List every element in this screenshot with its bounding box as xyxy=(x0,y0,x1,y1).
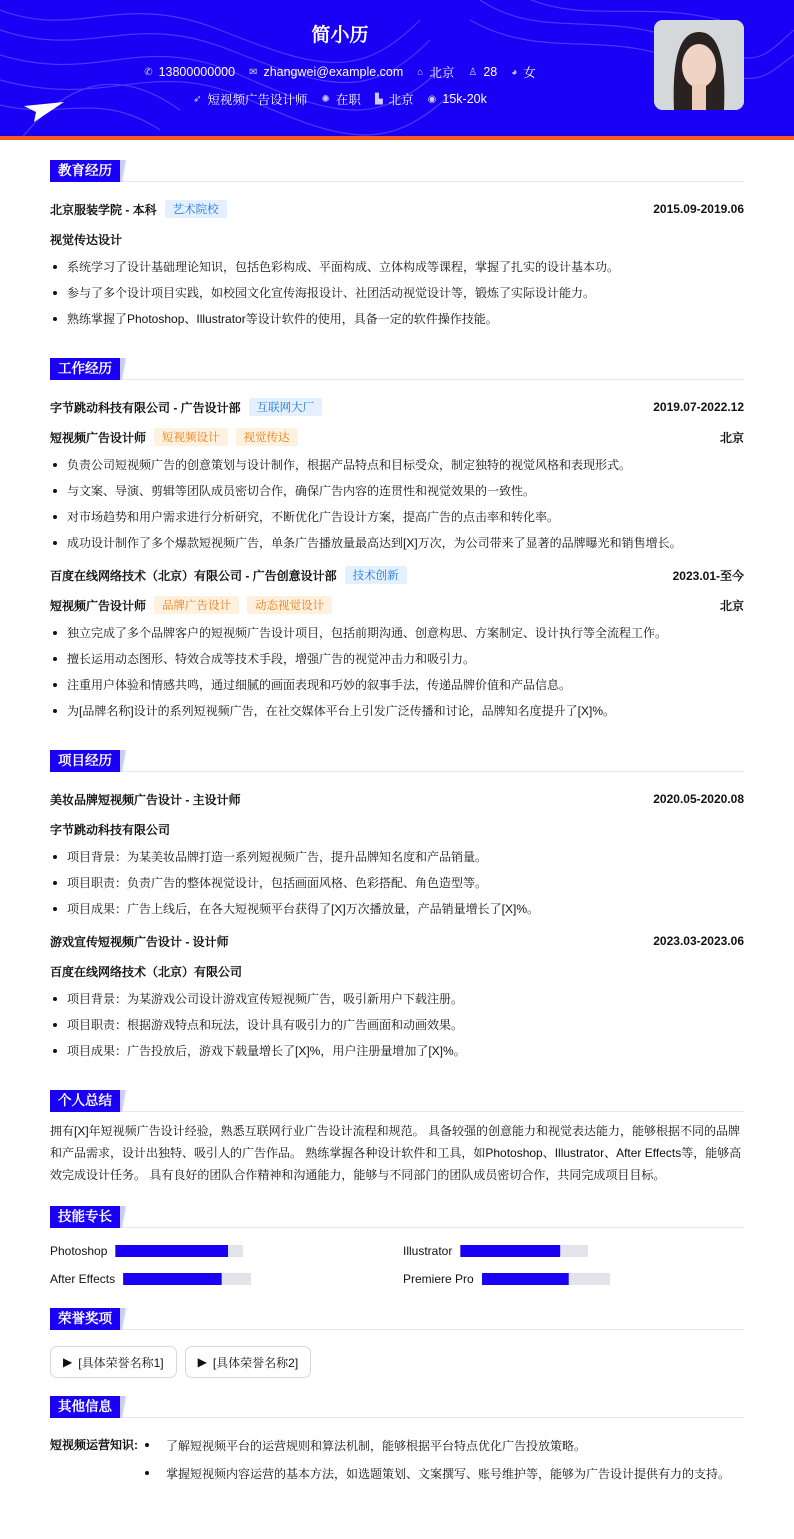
email xyxy=(249,63,403,81)
salary xyxy=(428,90,487,108)
phone-icon: ✆ xyxy=(144,66,153,78)
project-entry xyxy=(50,784,744,922)
job-city: 北京 xyxy=(719,430,744,445)
city-text: 北京 xyxy=(388,93,414,107)
building-icon: ▙ xyxy=(374,93,383,105)
skill-fill xyxy=(115,1245,228,1257)
status xyxy=(322,90,361,108)
money-icon: ◉ xyxy=(427,93,437,105)
major: 视觉传达设计 xyxy=(50,232,123,247)
section-summary xyxy=(50,1090,744,1112)
status-text: 在职 xyxy=(335,93,361,107)
award-item[interactable] xyxy=(185,1346,312,1378)
company: 字节跳动科技有限公司 - 广告设计部 xyxy=(50,400,241,415)
gender-icon: ◕ xyxy=(511,66,518,78)
skill-item xyxy=(50,1244,403,1258)
section-projects xyxy=(50,750,744,772)
list-item: 项目背景：为某游戏公司设计游戏宣传短视频广告，吸引新用户下载注册。 xyxy=(50,986,744,1012)
school-tag: 艺术院校 xyxy=(165,200,227,218)
skill-name: Premiere Pro xyxy=(403,1272,474,1286)
job-date: 2023.01-至今 xyxy=(672,568,744,583)
location-text: 北京 xyxy=(429,66,455,80)
list-item: 注重用户体验和情感共鸣，通过细腻的画面表现和巧妙的叙事手法，传递品牌价值和产品信息。 xyxy=(50,672,744,698)
school: 北京服装学院 - 本科 xyxy=(50,202,157,217)
candidate-name: 简小历 xyxy=(311,25,369,46)
award-name: [具体荣誉名称2] xyxy=(212,1355,299,1370)
home-icon: ⌂ xyxy=(417,66,424,78)
age xyxy=(468,63,497,81)
list-item: 项目背景：为某美妆品牌打造一系列短视频广告，提升品牌知名度和产品销量。 xyxy=(50,844,744,870)
play-icon: ▶ xyxy=(63,1355,73,1369)
section-education xyxy=(50,160,744,182)
list-item: 了解短视频平台的运营规则和算法机制，能够根据平台特点优化广告投放策略。 xyxy=(142,1432,730,1460)
list-item: 对市场趋势和用户需求进行分析研究，不断优化广告设计方案，提高广告的点击率和转化率。 xyxy=(50,504,744,530)
role: 短视频广告设计师 xyxy=(50,598,147,613)
phone-text: 13800000000 xyxy=(158,65,236,79)
list-item: 成功设计制作了多个爆款短视频广告，单条广告播放量最高达到[X]万次，为公司带来了显著的品牌曝光和销售增长。 xyxy=(50,530,744,556)
list-item: 掌握短视频内容运营的基本方法，如选题策划、文案撰写、账号维护等，能够为广告设计提供有力的支持。 xyxy=(142,1460,730,1488)
list-item: 熟练掌握了Photoshop、Illustrator等设计软件的使用，具备一定的软件操作技能。 xyxy=(50,306,744,332)
company: 百度在线网络技术（北京）有限公司 - 广告创意设计部 xyxy=(50,568,337,583)
other-label: 短视频运营知识: xyxy=(50,1438,138,1452)
role-tag: 动态视觉设计 xyxy=(247,596,332,614)
avatar xyxy=(654,20,744,110)
project-date: 2023.03-2023.06 xyxy=(653,934,744,948)
section-awards xyxy=(50,1308,744,1330)
skill-item xyxy=(403,1272,744,1286)
edu-bullets xyxy=(50,254,744,332)
skill-fill xyxy=(460,1245,560,1257)
project-date: 2020.05-2020.08 xyxy=(653,792,744,806)
skill-bar xyxy=(115,1245,243,1257)
project-name: 游戏宣传短视频广告设计 - 设计师 xyxy=(50,934,229,949)
section-title: 荣誉奖项 xyxy=(50,1308,120,1330)
skill-name: Photoshop xyxy=(50,1244,108,1258)
project-name: 美妆品牌短视频广告设计 - 主设计师 xyxy=(50,792,241,807)
section-other xyxy=(50,1396,744,1418)
skill-bar xyxy=(460,1245,588,1257)
list-item: 与文案、导演、剪辑等团队成员密切合作，确保广告内容的连贯性和视觉效果的一致性。 xyxy=(50,478,744,504)
skill-fill xyxy=(482,1273,569,1285)
skill-item xyxy=(403,1244,744,1258)
city xyxy=(375,90,414,108)
skill-bar xyxy=(482,1273,610,1285)
paper-plane-icon xyxy=(24,100,64,124)
list-item: 项目成果：广告上线后，在各大短视频平台获得了[X]万次播放量，产品销量增长了[X]%。 xyxy=(50,896,744,922)
salary-text: 15k-20k xyxy=(442,92,487,106)
skill-item xyxy=(50,1272,403,1286)
job-entry xyxy=(50,392,744,556)
section-skills xyxy=(50,1206,744,1228)
skill-bar xyxy=(123,1273,251,1285)
section-title: 项目经历 xyxy=(50,750,120,772)
job-date: 2019.07-2022.12 xyxy=(653,400,744,414)
list-item: 负责公司短视频广告的创意策划与设计制作，根据产品特点和目标受众，制定独特的视觉风格和表现形式。 xyxy=(50,452,744,478)
award-name: [具体荣誉名称1] xyxy=(78,1355,164,1370)
age-text: 28 xyxy=(483,65,498,79)
job-city: 北京 xyxy=(719,598,744,613)
section-title: 技能专长 xyxy=(50,1206,120,1228)
list-item: 独立完成了多个品牌客户的短视频广告设计项目，包括前期沟通、创意构思、方案制定、设计执行等全流程工作。 xyxy=(50,620,744,646)
section-title: 教育经历 xyxy=(50,160,120,182)
role-tag: 视觉传达 xyxy=(236,428,298,446)
list-item: 擅长运用动态图形、特效合成等技术手段，增强广告的视觉冲击力和吸引力。 xyxy=(50,646,744,672)
project-company: 百度在线网络技术（北京）有限公司 xyxy=(50,964,243,979)
list-item: 参与了多个设计项目实践，如校园文化宣传海报设计、社团活动视觉设计等，锻炼了实际设计能力。 xyxy=(50,280,744,306)
job xyxy=(193,90,307,108)
gender xyxy=(511,63,536,81)
list-item: 项目职责：根据游戏特点和玩法，设计具有吸引力的广告画面和动画效果。 xyxy=(50,1012,744,1038)
award-item[interactable] xyxy=(50,1346,177,1378)
list-item: 项目职责：负责广告的整体视觉设计，包括画面风格、色彩搭配、角色造型等。 xyxy=(50,870,744,896)
phone xyxy=(144,63,235,81)
project-entry xyxy=(50,926,744,1064)
location xyxy=(417,63,454,81)
skill-name: Illustrator xyxy=(403,1244,453,1258)
project-company: 字节跳动科技有限公司 xyxy=(50,822,171,837)
cake-icon: ♙ xyxy=(468,66,478,78)
summary-text: 拥有[X]年短视频广告设计经验，熟悉互联网行业广告设计流程和规范。 具备较强的创意能力和视觉表达能力，能够根据不同的品牌和产品需求，设计出独特、吸引人的广告作品。 熟练掌握各种设计软件和工具，如Photoshop、Illustrator、After Effects等，能够高效完成设计任务。 具有良好的团队合作精神和沟通能力，能够与不同部门的团队成员密切合作，共同完成项目目标。 xyxy=(50,1124,742,1182)
send-icon: ➶ xyxy=(193,93,202,105)
role-tag: 短视频设计 xyxy=(154,428,228,446)
play-icon: ▶ xyxy=(197,1355,207,1369)
edu-date: 2015.09-2019.06 xyxy=(653,202,744,216)
skill-fill xyxy=(123,1273,222,1285)
gender-text: 女 xyxy=(523,66,536,80)
mail-icon: ✉ xyxy=(249,66,258,78)
status-icon: ✺ xyxy=(321,93,330,105)
job-text: 短视频广告设计师 xyxy=(207,93,308,107)
section-title: 工作经历 xyxy=(50,358,120,380)
list-item: 系统学习了设计基础理论知识，包括色彩构成、平面构成、立体构成等课程，掌握了扎实的设计基本功。 xyxy=(50,254,744,280)
company-tag: 互联网大厂 xyxy=(249,398,323,416)
resume-header xyxy=(0,0,794,140)
section-title: 个人总结 xyxy=(50,1090,120,1112)
email-text: zhangwei@example.com xyxy=(263,65,404,79)
role: 短视频广告设计师 xyxy=(50,430,147,445)
list-item: 项目成果：广告投放后，游戏下载量增长了[X]%，用户注册量增加了[X]%。 xyxy=(50,1038,744,1064)
role-tag: 品牌广告设计 xyxy=(154,596,239,614)
job-entry xyxy=(50,560,744,724)
section-title: 其他信息 xyxy=(50,1396,120,1418)
section-work xyxy=(50,358,744,380)
skill-name: After Effects xyxy=(50,1272,116,1286)
company-tag: 技术创新 xyxy=(345,566,407,584)
list-item: 为[品牌名称]设计的系列短视频广告，在社交媒体平台上引发广泛传播和讨论，品牌知名度提升了[X]%。 xyxy=(50,698,744,724)
